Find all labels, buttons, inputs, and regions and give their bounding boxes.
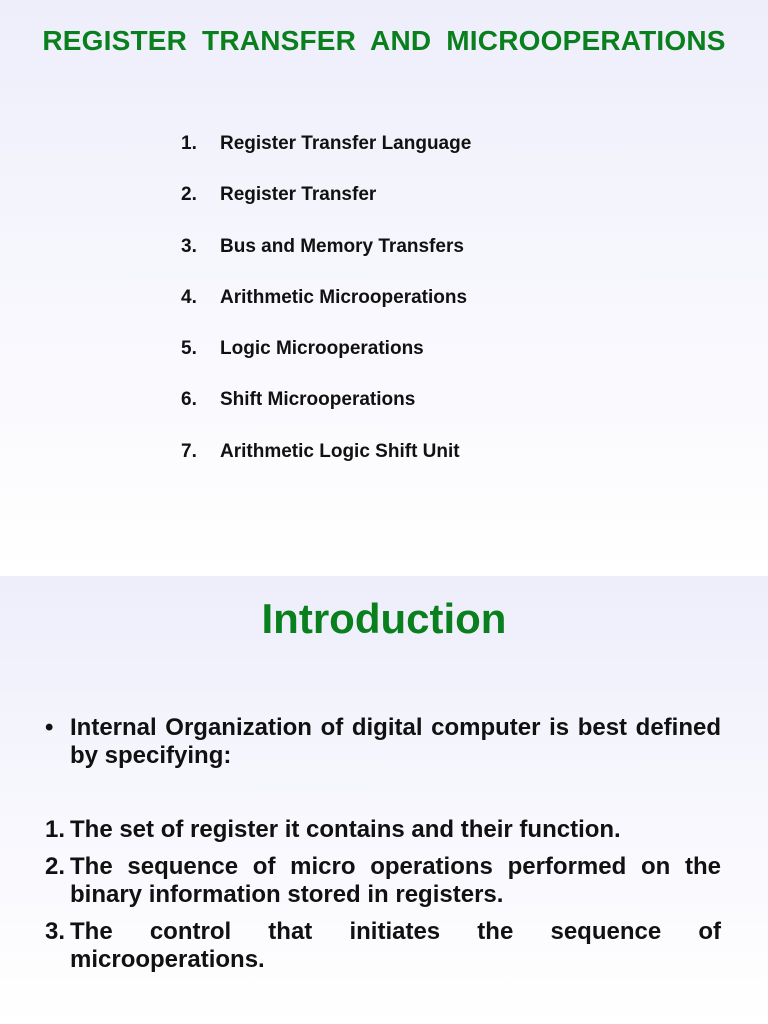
bullet-text: Internal Organization of digital computer is best defined by specifying: (70, 714, 721, 769)
topic-label: Logic Microoperations (220, 338, 424, 360)
specification-text: The control that initiates the sequence of microoperations. (70, 918, 721, 973)
intro-bullet (45, 714, 721, 770)
topic-item-3 (181, 234, 471, 285)
specification-number: 1. (45, 816, 66, 843)
specification-text: The sequence of micro operations performed on the binary information stored in registers. (70, 853, 721, 908)
topic-number: 3. (181, 235, 197, 257)
topic-list (181, 131, 471, 490)
slide-introduction (0, 576, 768, 1024)
topic-label: Arithmetic Logic Shift Unit (220, 440, 460, 462)
specification-item-1 (45, 816, 721, 844)
topic-item-5 (181, 336, 471, 387)
topic-label: Arithmetic Microoperations (220, 286, 468, 308)
topic-item-2 (181, 182, 471, 233)
topic-number: 4. (181, 286, 197, 308)
topic-number: 2. (181, 184, 197, 206)
bullet-marker: • (45, 714, 54, 741)
specification-item-3 (45, 918, 721, 974)
specification-number: 3. (45, 918, 66, 945)
specification-item-2 (45, 853, 721, 909)
topic-label: Register Transfer (220, 184, 377, 206)
topic-item-6 (181, 387, 471, 438)
topic-label: Bus and Memory Transfers (220, 235, 464, 257)
topic-number: 7. (181, 440, 197, 462)
topic-item-4 (181, 285, 471, 336)
topic-label: Register Transfer Language (220, 133, 472, 154)
topic-number: 5. (181, 338, 197, 360)
topic-number: 1. (181, 133, 197, 154)
specification-text: The set of register it contains and their function. (70, 816, 621, 843)
specification-list (45, 816, 721, 983)
topic-label: Shift Microoperations (220, 389, 416, 411)
topic-item-1 (181, 131, 471, 182)
specification-number: 2. (45, 853, 66, 880)
topic-item-7 (181, 439, 471, 490)
topic-number: 6. (181, 389, 197, 411)
slide-title: Introduction (261, 595, 507, 642)
slide-title: REGISTER TRANSFER AND MICROOPERATIONS (42, 25, 726, 56)
